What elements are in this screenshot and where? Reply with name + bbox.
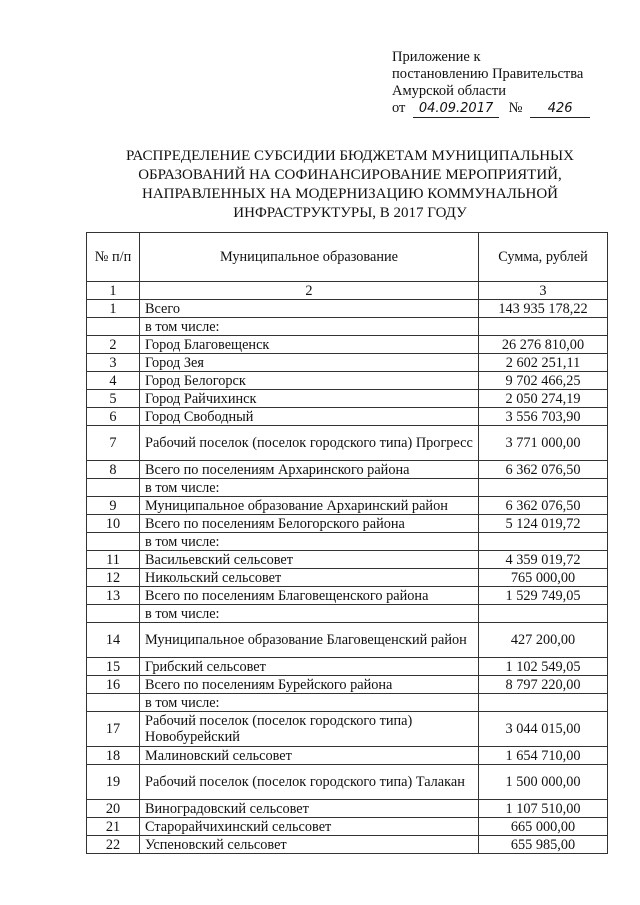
row-name: Малиновский сельсовет xyxy=(140,747,479,765)
title-line-2: ОБРАЗОВАНИЙ НА СОФИНАНСИРОВАНИЕ МЕРОПРИЯТИЙ, xyxy=(138,167,562,183)
from-label: от xyxy=(392,100,406,116)
table-row xyxy=(87,336,608,354)
table-row xyxy=(87,515,608,533)
row-name: Город Белогорск xyxy=(140,372,479,390)
row-name: Рабочий поселок (поселок городского типа) Новобурейский xyxy=(140,712,479,747)
row-sum: 4 359 019,72 xyxy=(479,551,608,569)
row-sum: 3 044 015,00 xyxy=(479,712,608,747)
row-num: 11 xyxy=(87,551,140,569)
table-header-row xyxy=(87,233,608,282)
handwritten-number: 426 xyxy=(530,100,590,118)
row-num: 1 xyxy=(87,300,140,318)
table-row xyxy=(87,354,608,372)
row-sum: 1 102 549,05 xyxy=(479,658,608,676)
row-sum: 1 529 749,05 xyxy=(479,587,608,605)
row-sum xyxy=(479,479,608,497)
approval-line-1: Приложение к xyxy=(392,49,481,65)
table-index-row xyxy=(87,282,608,300)
row-num: 3 xyxy=(87,354,140,372)
approval-line-3: Амурской области xyxy=(392,83,506,99)
row-sum: 2 602 251,11 xyxy=(479,354,608,372)
table-row xyxy=(87,623,608,658)
row-num: 12 xyxy=(87,569,140,587)
title-line-4: ИНФРАСТРУКТУРЫ, В 2017 ГОДУ xyxy=(233,205,467,221)
table-row xyxy=(87,318,608,336)
row-num xyxy=(87,533,140,551)
row-name: Старорайчихинский сельсовет xyxy=(140,818,479,836)
row-sum: 1 500 000,00 xyxy=(479,765,608,800)
row-num: 21 xyxy=(87,818,140,836)
row-name: в том числе: xyxy=(140,318,479,336)
table-row xyxy=(87,676,608,694)
approval-line-2: постановлению Правительства xyxy=(392,66,584,82)
row-sum: 427 200,00 xyxy=(479,623,608,658)
header-name: Муниципальное образование xyxy=(140,233,479,282)
handwritten-date: 04.09.2017 xyxy=(413,100,499,118)
row-sum xyxy=(479,533,608,551)
row-sum: 143 935 178,22 xyxy=(479,300,608,318)
row-name: Никольский сельсовет xyxy=(140,569,479,587)
row-sum: 6 362 076,50 xyxy=(479,461,608,479)
row-num: 17 xyxy=(87,712,140,747)
header-num: № п/п xyxy=(87,233,140,282)
header-sum: Сумма, рублей xyxy=(479,233,608,282)
row-sum: 3 771 000,00 xyxy=(479,426,608,461)
table-row xyxy=(87,479,608,497)
table-row xyxy=(87,551,608,569)
row-name: Город Зея xyxy=(140,354,479,372)
table-row xyxy=(87,497,608,515)
row-num: 15 xyxy=(87,658,140,676)
row-num: 20 xyxy=(87,800,140,818)
row-num: 5 xyxy=(87,390,140,408)
row-name: Всего xyxy=(140,300,479,318)
row-name: Виноградовский сельсовет xyxy=(140,800,479,818)
row-num: 2 xyxy=(87,336,140,354)
row-sum: 765 000,00 xyxy=(479,569,608,587)
row-name: Всего по поселениям Благовещенского района xyxy=(140,587,479,605)
row-name: в том числе: xyxy=(140,533,479,551)
row-num: 13 xyxy=(87,587,140,605)
row-name: Муниципальное образование Благовещенский район xyxy=(140,623,479,658)
row-sum xyxy=(479,605,608,623)
row-sum: 9 702 466,25 xyxy=(479,372,608,390)
index-num: 1 xyxy=(87,282,140,300)
row-sum xyxy=(479,694,608,712)
table-row xyxy=(87,408,608,426)
table-row xyxy=(87,426,608,461)
number-label: № xyxy=(508,100,523,116)
row-num xyxy=(87,479,140,497)
row-sum: 26 276 810,00 xyxy=(479,336,608,354)
row-sum: 6 362 076,50 xyxy=(479,497,608,515)
row-num: 14 xyxy=(87,623,140,658)
row-num: 8 xyxy=(87,461,140,479)
row-sum xyxy=(479,318,608,336)
row-num: 16 xyxy=(87,676,140,694)
row-name: в том числе: xyxy=(140,694,479,712)
row-name: Всего по поселениям Белогорского района xyxy=(140,515,479,533)
index-name: 2 xyxy=(140,282,479,300)
row-num: 4 xyxy=(87,372,140,390)
row-num xyxy=(87,694,140,712)
row-sum: 5 124 019,72 xyxy=(479,515,608,533)
approval-line-4 xyxy=(392,100,590,118)
row-num: 7 xyxy=(87,426,140,461)
row-num: 22 xyxy=(87,836,140,854)
row-name: Рабочий поселок (поселок городского типа) Прогресс xyxy=(140,426,479,461)
row-name: Всего по поселениям Бурейского района xyxy=(140,676,479,694)
row-num: 10 xyxy=(87,515,140,533)
row-num xyxy=(87,318,140,336)
document-title xyxy=(100,147,600,223)
row-sum: 3 556 703,90 xyxy=(479,408,608,426)
table-row xyxy=(87,712,608,747)
table-row xyxy=(87,390,608,408)
row-name: в том числе: xyxy=(140,479,479,497)
table-row xyxy=(87,605,608,623)
row-name: Город Райчихинск xyxy=(140,390,479,408)
table-row xyxy=(87,765,608,800)
row-name: Рабочий поселок (поселок городского типа) Талакан xyxy=(140,765,479,800)
table-row xyxy=(87,836,608,854)
table-row xyxy=(87,658,608,676)
table-row xyxy=(87,747,608,765)
row-name: Грибский сельсовет xyxy=(140,658,479,676)
row-name: Всего по поселениям Архаринского района xyxy=(140,461,479,479)
row-sum: 655 985,00 xyxy=(479,836,608,854)
approval-stamp xyxy=(392,49,590,118)
row-num: 18 xyxy=(87,747,140,765)
row-name: Город Свободный xyxy=(140,408,479,426)
table-row xyxy=(87,533,608,551)
row-name: Успеновский сельсовет xyxy=(140,836,479,854)
table-row xyxy=(87,461,608,479)
table-row xyxy=(87,800,608,818)
title-line-3: НАПРАВЛЕННЫХ НА МОДЕРНИЗАЦИЮ КОММУНАЛЬНОЙ xyxy=(142,186,558,202)
row-num: 6 xyxy=(87,408,140,426)
table-row xyxy=(87,587,608,605)
table-row xyxy=(87,372,608,390)
table-row xyxy=(87,569,608,587)
row-name: в том числе: xyxy=(140,605,479,623)
row-sum: 8 797 220,00 xyxy=(479,676,608,694)
row-sum: 1 107 510,00 xyxy=(479,800,608,818)
row-name: Муниципальное образование Архаринский район xyxy=(140,497,479,515)
row-sum: 2 050 274,19 xyxy=(479,390,608,408)
row-num: 19 xyxy=(87,765,140,800)
index-sum: 3 xyxy=(479,282,608,300)
row-sum: 1 654 710,00 xyxy=(479,747,608,765)
title-line-1: РАСПРЕДЕЛЕНИЕ СУБСИДИИ БЮДЖЕТАМ МУНИЦИПАЛЬНЫХ xyxy=(126,148,574,164)
table-row xyxy=(87,818,608,836)
row-name: Васильевский сельсовет xyxy=(140,551,479,569)
table-row xyxy=(87,694,608,712)
subsidy-table xyxy=(86,232,608,854)
row-name: Город Благовещенск xyxy=(140,336,479,354)
row-num xyxy=(87,605,140,623)
row-num: 9 xyxy=(87,497,140,515)
row-sum: 665 000,00 xyxy=(479,818,608,836)
table-row xyxy=(87,300,608,318)
